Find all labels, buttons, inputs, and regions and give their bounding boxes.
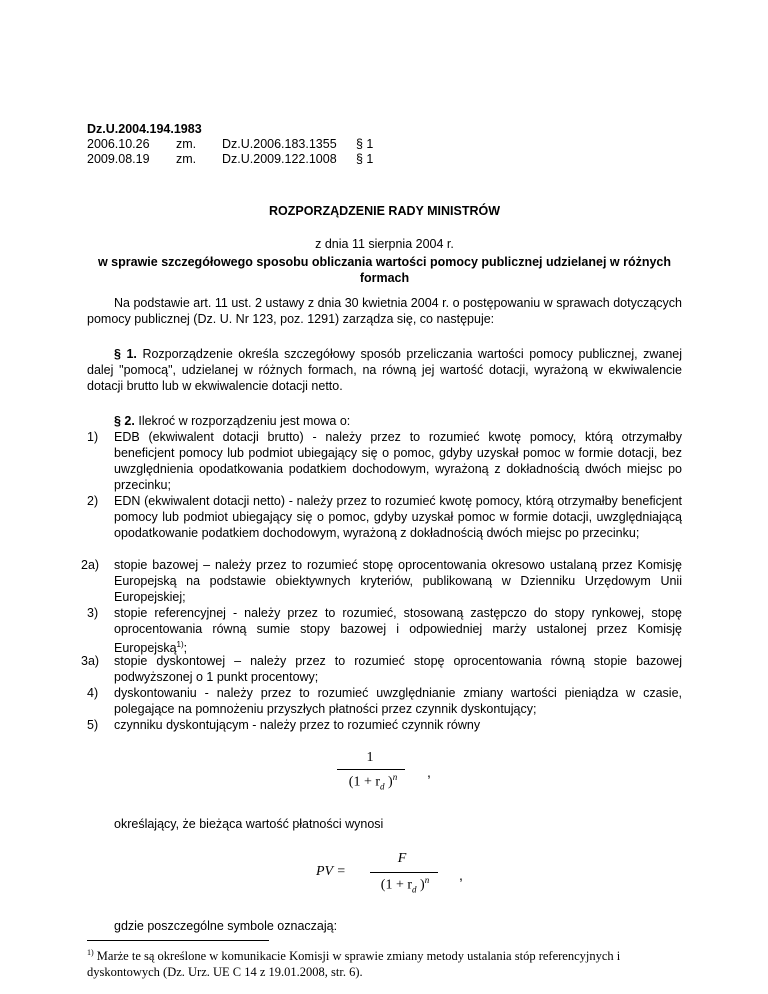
subject-line-2: formach (359, 271, 410, 285)
amendment-type: zm. (176, 152, 197, 166)
item-text: stopie bazowej – należy przez to rozumieć stopę oprocentowania okresowo ustalaną przez Komisję Europejską na podstawie obiektywnych kryteriów, publikowaną w Dzienniku Urzędowym Unii Europejskiej; (114, 558, 682, 604)
item-text: EDB (ekwiwalent dotacji brutto) - należy przez to rozumieć kwotę pomocy, którą otrzymałby beneficjent pomocy lub podmiot ubiegający się o pomoc, gdyby uzyskał pomoc w formie dotacji, bez uwzględnienia opodatkowania podatkiem dochodowym, wyrażoną z dokładnością dwóch miejsc po przecinku; (114, 430, 682, 492)
subject-line-1: w sprawie szczegółowego sposobu obliczania wartości pomocy publicznej udzielanej w różnych (97, 255, 672, 269)
item-text-body: stopie referencyjnej - należy przez to rozumieć, stosowaną zastępczo do stopy rynkowej, stopę oprocentowania równą sumie stopy bazowej i odpowiedniej marży ustalonej przez Komisję Europejską (114, 606, 682, 656)
present-value-formula (316, 851, 476, 896)
denominator-open: (1 + r (380, 877, 413, 893)
definition-item (81, 653, 682, 685)
denominator-open: (1 + r (348, 774, 381, 790)
item-number: 2) (87, 494, 99, 508)
item-number: 4) (87, 686, 99, 700)
amendment-type: zm. (176, 137, 197, 151)
amendment-ref: Dz.U.2006.183.1355 (222, 137, 337, 151)
formula-denominator (335, 772, 411, 791)
paragraph-2-intro-text: Ilekroć w rozporządzeniu jest mowa o: (138, 414, 351, 428)
amendment-date: 2009.08.19 (87, 152, 150, 166)
amendment-paragraph: § 1 (356, 152, 374, 166)
exponent-n: n (392, 772, 398, 782)
definition-item (87, 429, 682, 493)
fraction-bar (337, 769, 405, 770)
formula-lhs: PV = (316, 864, 346, 879)
item-text: dyskontowaniu - należy przez to rozumieć uwzględnianie zmiany wartości pieniądza w czasie, polegające na pomnożeniu przyszłych płatności przez czynnik dyskontujący; (114, 686, 682, 716)
footnote-mark: 1) (87, 948, 94, 957)
document-title: ROZPORZĄDZENIE RADY MINISTRÓW (268, 204, 501, 218)
item-text: stopie dyskontowej – należy przez to rozumieć stopę oprocentowania równą stopie bazowej podwyższonej o 1 punkt procentowy; (114, 654, 682, 684)
footnote (87, 945, 682, 980)
paragraph-2-label: § 2. (114, 414, 135, 428)
denominator-close: ) (384, 774, 393, 790)
denominator-close: ) (416, 877, 425, 893)
amendment-date: 2006.10.26 (87, 137, 150, 151)
amendment-paragraph: § 1 (356, 137, 374, 151)
item-text: czynniku dyskontującym - należy przez to rozumieć czynnik równy (114, 718, 481, 732)
definition-item (87, 717, 682, 733)
footnote-separator (87, 940, 269, 941)
definition-item (87, 685, 682, 717)
paragraph-1-text: Rozporządzenie określa szczegółowy sposób przeliczania wartości pomocy publicznej, zwanej dalej "pomocą", udzielanej w różnych formach, na równą jej wartość dotacji, wyrażoną w ekwiwalencie dotacji brutto lub w ekwiwalencie dotacji netto. (87, 347, 682, 393)
formula-comma: , (459, 867, 463, 883)
paragraph-1-label: § 1. (114, 347, 137, 361)
paragraph-1 (87, 346, 682, 394)
paragraph-2-intro (114, 413, 350, 429)
definition-item (87, 493, 682, 541)
preamble: Na podstawie art. 11 ust. 2 ustawy z dnia 30 kwietnia 2004 r. o postępowaniu w sprawach dotyczących pomocy publicznej (Dz. U. Nr 123, poz. 1291) zarządza się, co następuje: (87, 296, 682, 326)
subscript-d: d (380, 781, 385, 792)
definition-item (87, 605, 682, 656)
item-number: 3a) (81, 654, 100, 668)
formula-numerator: 1 (366, 750, 374, 765)
symbols-intro: gdzie poszczególne symbole oznaczają: (114, 919, 338, 933)
definition-item (81, 557, 682, 605)
footnote-reference[interactable]: 1) (176, 640, 184, 649)
formula-description: określający, że bieżąca wartość płatności wynosi (114, 817, 384, 831)
item-text: EDN (ekwiwalent dotacji netto) - należy przez to rozumieć kwotę pomocy, którą otrzymałby beneficjent pomocy lub podmiot ubiegający się o pomoc, gdyby uzyskał pomoc w formie dotacji, uwzględniającą opodatkowanie podatkiem dochodowym, wyrażoną z dokładnością dwóch miejsc po przecinku; (114, 494, 682, 540)
item-text (114, 605, 682, 656)
subscript-d: d (412, 884, 417, 895)
item-number: 5) (87, 718, 99, 732)
item-number: 3) (87, 606, 99, 620)
item-number: 1) (87, 430, 99, 444)
document-subject (87, 254, 682, 286)
document-date: z dnia 11 sierpnia 2004 r. (315, 237, 454, 251)
footnote-text: Marże te są określone w komunikacie Komisji w sprawie zmiany metody ustalania stóp referencyjnych i dyskontowych (Dz. Urz. UE C 14 z 19.01.2008, str. 6). (87, 949, 621, 980)
formula-numerator: F (397, 851, 407, 866)
formula-comma: , (427, 764, 431, 780)
amendment-ref: Dz.U.2009.122.1008 (222, 152, 337, 166)
discount-factor-formula (335, 748, 455, 793)
exponent-n: n (424, 875, 430, 885)
formula-denominator (366, 875, 444, 894)
item-text-end: ; (183, 641, 188, 656)
act-id: Dz.U.2004.194.1983 (87, 122, 202, 136)
fraction-bar (370, 872, 438, 873)
item-number: 2a) (81, 558, 100, 572)
